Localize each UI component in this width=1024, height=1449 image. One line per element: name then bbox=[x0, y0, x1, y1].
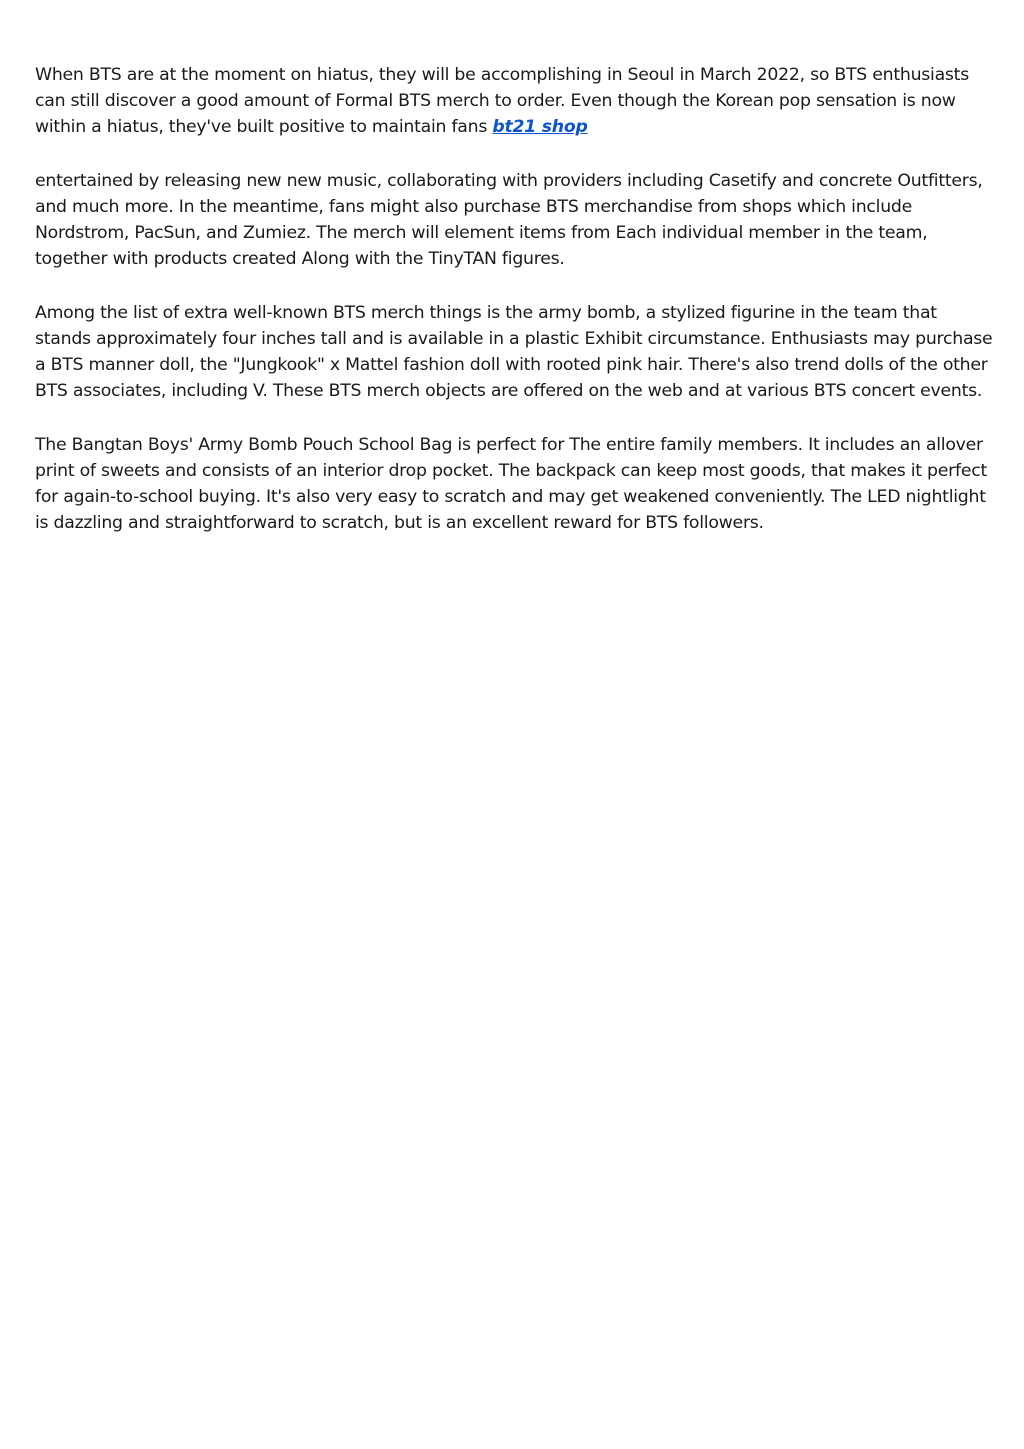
paragraph-2: entertained by releasing new new music, collaborating with providers including Casetify and concrete Outfitters, and much more. In the meantime, fans might also purchase BTS merchandise from shops which include Nordstrom, PacSun, and Zumiez. The merch will element items from Each individual member in the team, together with products created Along with the TinyTAN figures. bbox=[35, 171, 983, 269]
paragraph-1-text: When BTS are at the moment on hiatus, they will be accomplishing in Seoul in March 2022, so BTS enthusiasts can still discover a good amount of Formal BTS merch to order. Even though the Korean pop sensation is now within a hiatus, they've built positive to maintain fans bbox=[35, 65, 969, 137]
paragraph-1 bbox=[35, 62, 997, 140]
paragraph-3: Among the list of extra well-known BTS merch things is the army bomb, a stylized figurine in the team that stands approximately four inches tall and is available in a plastic Exhibit circumstance. Enthusiasts may purchase a BTS manner doll, the "Jungkook" x Mattel fashion doll with rooted pink hair. There's also trend dolls of the other BTS associates, including V. These BTS merch objects are offered on the web and at various BTS concert events. bbox=[35, 303, 993, 401]
paragraph-4: The Bangtan Boys' Army Bomb Pouch School Bag is perfect for The entire family members. It includes an allover print of sweets and consists of an interior drop pocket. The backpack can keep most goods, that makes it perfect for again-to-school buying. It's also very easy to scratch and may get weakened conveniently. The LED nightlight is dazzling and straightforward to scratch, but is an excellent reward for BTS followers. bbox=[35, 435, 987, 533]
bt21-shop-link[interactable]: bt21 shop bbox=[492, 117, 588, 137]
document-body bbox=[35, 62, 997, 564]
